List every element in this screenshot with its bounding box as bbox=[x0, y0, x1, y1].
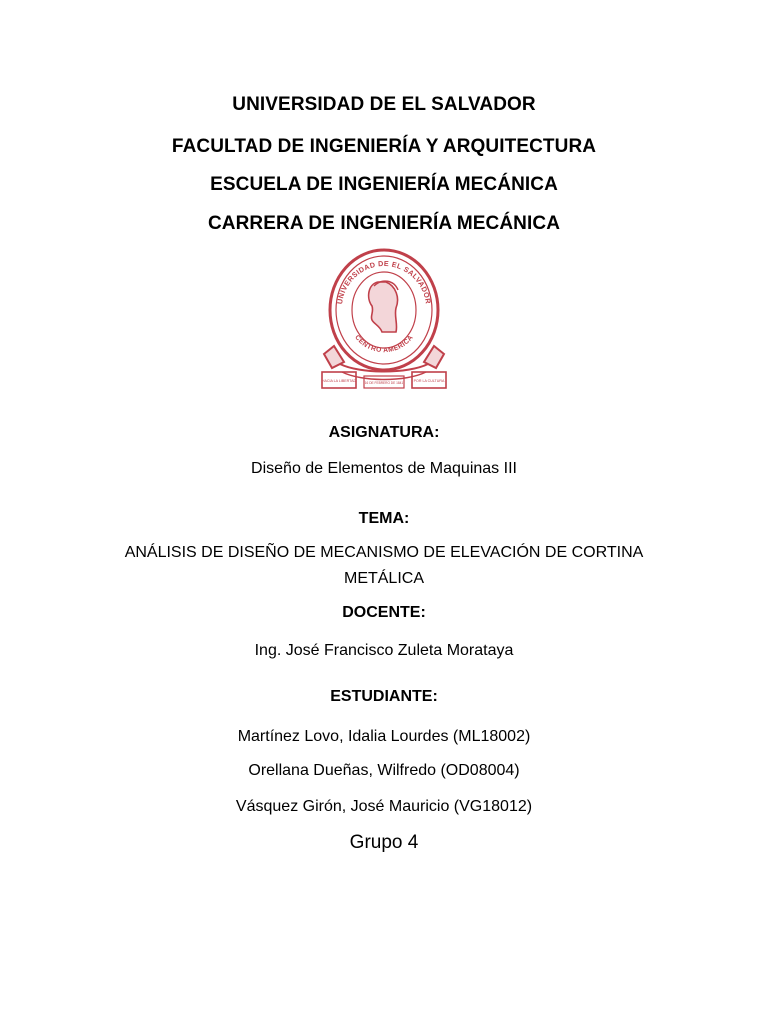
tema-line-2: METÁLICA bbox=[343, 570, 424, 587]
student-name-1: Martínez Lovo, Idalia Lourdes (ML18002) bbox=[237, 728, 531, 745]
svg-text:CENTRO AMERICA bbox=[353, 334, 415, 354]
faculty-title: FACULTAD DE INGENIERÍA Y ARQUITECTURA bbox=[171, 136, 597, 157]
tema-label: TEMA: bbox=[358, 510, 410, 527]
asignatura-label: ASIGNATURA: bbox=[328, 424, 440, 441]
asignatura-value: Diseño de Elementos de Maquinas III bbox=[251, 460, 517, 477]
university-title: UNIVERSIDAD DE EL SALVADOR bbox=[232, 94, 536, 115]
seal-top-text: UNIVERSIDAD DE EL SALVADOR bbox=[335, 258, 433, 305]
school-title: ESCUELA DE INGENIERÍA MECÁNICA bbox=[210, 174, 558, 195]
docente-value: Ing. José Francisco Zuleta Morataya bbox=[254, 642, 514, 659]
estudiante-label: ESTUDIANTE: bbox=[330, 688, 438, 705]
group-number: Grupo 4 bbox=[349, 832, 419, 853]
career-title: CARRERA DE INGENIERÍA MECÁNICA bbox=[207, 213, 561, 234]
student-name-3: Vásquez Girón, José Mauricio (VG18012) bbox=[235, 798, 533, 815]
seal-ribbon-left: HACIA LA LIBERTAD bbox=[321, 379, 357, 383]
seal-bottom-text: CENTRO AMERICA bbox=[353, 334, 415, 355]
university-seal-logo bbox=[320, 246, 448, 396]
seal-ribbon-center: 16 DE FEBRERO DE 1841 bbox=[364, 381, 404, 385]
student-name-2: Orellana Dueñas, Wilfredo (OD08004) bbox=[248, 762, 520, 779]
tema-line-1: ANÁLISIS DE DISEÑO DE MECANISMO DE ELEVACIÓN DE CORTINA bbox=[124, 544, 644, 561]
seal-ribbon-right: POR LA CULTURA bbox=[413, 379, 445, 383]
docente-label: DOCENTE: bbox=[342, 604, 426, 621]
